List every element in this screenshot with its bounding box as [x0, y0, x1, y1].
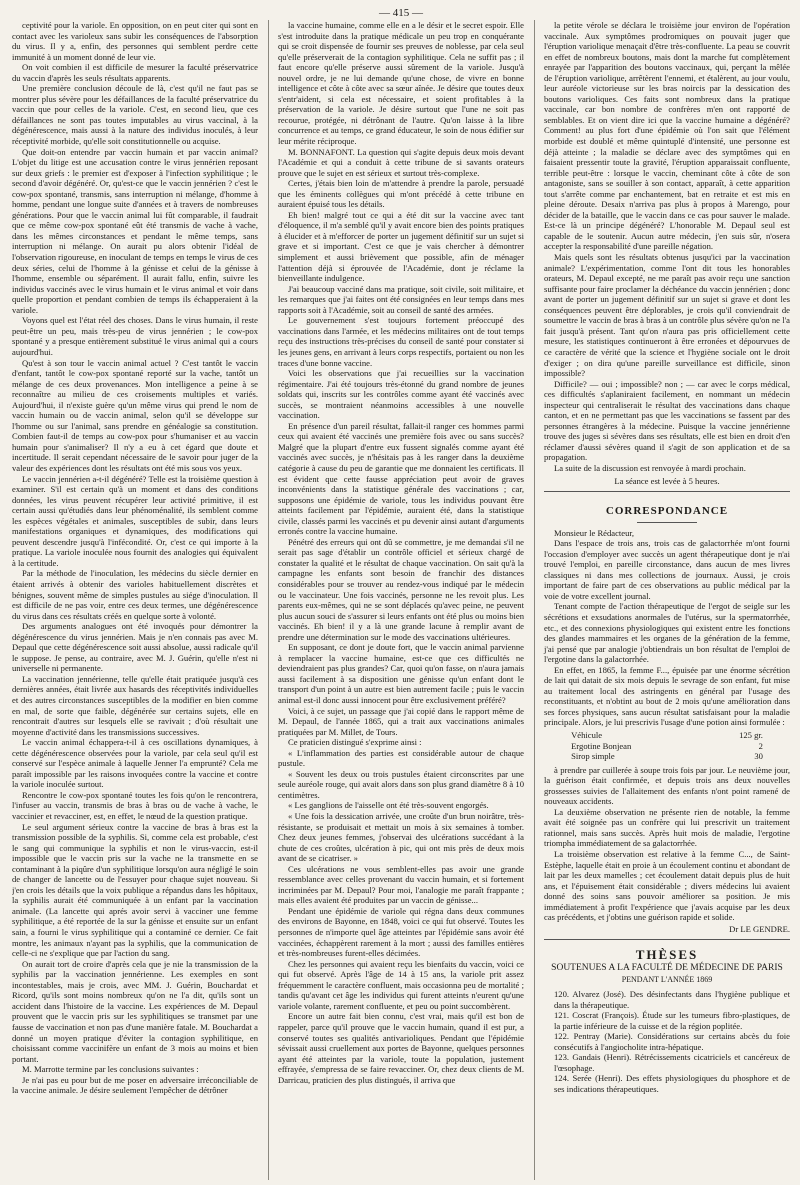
thesis-entry: 124. Serée (Henri). Des effets physiologiques du phosphore et de ses indications thérapeutiques. — [554, 1073, 790, 1094]
paragraph: Une première conclusion découle de là, c'est qu'il ne faut pas se montrer plus sévère pour les défaillances de la faculté préservatrice du vaccin que pour celles de la variole. C'est, en second lieu, que ces défaillances ne sont pas toutes imputables au virus vaccinal, à la dégénérescence, mais aussi à la nature des individus inoculés, à leur réceptivité morbide, qu'elle soit constitutionnelle ou acquise. — [12, 83, 258, 147]
thesis-entry: 120. Alvarez (José). Des désinfectants dans l'hygiène publique et dans la thérapeutique. — [554, 989, 790, 1010]
columns — [12, 20, 790, 1180]
paragraph: En supposant, ce dont je doute fort, que le vaccin animal parvienne à remplacer la vaccine humaine, est-ce que ces difficultés ne deviendraient pas plus grandes? Car, quoi qu'on fasse, on n'aura jamais aussi facilement à sa disposition une génisse qu'un enfant dont le transport d'un point à un autre est bien autrement facile ; puis le vaccin animal est-il donc aussi innocent pour être exclusivement préféré? — [278, 642, 524, 705]
session-note: La séance est levée à 5 heures. — [614, 475, 720, 486]
correspondance-body-continued — [544, 765, 790, 923]
paragraph: Dans l'espace de trois ans, trois cas de galactorrhée m'ont fourni l'occasion d'employer avec succès un agent thérapeutique dont je n'ai trouvé l'emploi, en pareille circonstance, dans aucun de mes livres classiques ni dans mes collections de journaux. Aussi, je crois important de faire part de ces observations au public médical par la voie de votre excellent journal. — [544, 538, 790, 601]
theses-heading: THÈSES — [635, 947, 699, 963]
paragraph: Pénétré des erreurs qui ont dû se commettre, je me demandai s'il ne serait pas sage d'établir un contrôle officiel et sérieux chargé de constater la qualité et le résultat de chaque vaccination. On sait qu'à la campagne les enfants sont besoin de franchir des distances considérables pour se trouver au rendez-vous indiqué par le médecin ou le vaccinateur. Une fois vaccinés, personne ne les revoit plus. Les parents eux-mêmes, qui ne se sont déplacés qu'avec peine, ne peuvent plus aucun souci de s'assurer si leurs enfants ont été plus ou moins bien vaccinés. Eh bien! il y a là une grande lacune à remplir avant de prendre une détermination sur le mode des vaccinations ultérieures. — [278, 536, 524, 642]
paragraph: Eh bien! malgré tout ce qui a été dit sur la vaccine avec tant d'éloquence, il m'a semblé qu'il y avait encore bien des points pratiques à élucider et à m'efforcer de porter un jugement définitif sur un sujet si grave et si important. C'est ce que je vais chercher à démontrer simplement et aussi brièvement que possible, afin de ménager l'attention déjà si éprouvée de l'Académie, dont je réclame la bienveillante indulgence. — [278, 209, 524, 284]
paragraph: la vaccine humaine, comme elle en a le désir et le secret espoir. Elle s'est introduite dans la pratique médicale un peu trop en conquérante qui se croit dispensée de fournir ses preuves de noblesse, par cela seul qu'elle préserverait de la contagion syphilitique. Cela ne suffit pas ; il faut encore qu'elle préserve aussi sûrement de la variole. Jusqu'à nouvel ordre, je ne lui demande qu'une chose, de vivre en bonne intelligence et côte à côte avec sa sœur aînée. Je désire que toutes deux s'entr'aident, si cela est nécessaire, et soient profitables à la préservation de la variole. Je désire surtout que l'une ne soit pas recourue, protégée, ni détrônant de l'autre. Qu'on laisse à la libre concurrence et au temps, ce grand éducateur, le soin de nous édifier sur leur mérite réciproque. — [278, 20, 524, 147]
paragraph: M. BONNAFONT. La question qui s'agite depuis deux mois devant l'Académie et qui a conduit à cette tribune de si savants orateurs prouve que le sujet en est sérieux et surtout très-complexe. — [278, 146, 524, 178]
paragraph: Tenant compte de l'action thérapeutique de l'ergot de seigle sur les sécrétions et exsudations anormales de l'utérus, sur la spermatorrhée, etc., et des connexions physiologiques qui existent entre les fonctions des glandes mammaires et les organes de la génération de la femme, j'ai pensé que par analogie j'obtiendrais un bon résultat de l'emploi de l'ergotine dans la galactorrhée. — [544, 601, 790, 665]
paragraph: M. Marrotte termine par les conclusions suivantes : — [22, 1064, 199, 1075]
paragraph: On voit combien il est difficile de mesurer la faculté préservatrice du vaccin d'après les seuls résultats apparents. — [12, 62, 258, 83]
right-column — [534, 20, 790, 1180]
correspondance-heading: CORRESPONDANCE — [605, 505, 729, 518]
theses-list — [544, 989, 790, 1094]
paragraph: la petite vérole se déclara le troisième jour environ de l'opération vaccinale. Aux symptômes prodromiques on pouvait juger que l'éruption variolique menaçait d'être très-confluente. La peau se couvrit en effet de nombreux boutons, mais dont la marche fut complètement enrayée par l'apparition des boutons vaccinaux, qui, perçant la mêlée de l'éruption variolique, arrêtèrent l'ennemi, et étalèrent, au jour voulu, leur auréole victorieuse sur les bras noircis par la dessication des boutons varioliques. Ces faits sont nombreux dans la pratique vaccinale, car bon nombre de confrères m'en ont rapporté de semblables. Et on vient dire ici que la vaccine humaine a dégénéré? Comment! au plus fort d'une épidémie où l'on sait que l'élément morbide est doublé et même quintuplé d'intensité, une personne est déjà atteinte ; la maladie se déclare avec des symptômes qui en faisaient pressentir toute la gravité, l'éruption apparaissait confluente, terrible peut-être : lorsque le vaccin, cheminant côte à côte de son antagoniste, sans se souiller à son contact, apparaît, à cette apparition tout s'arrête comme par enchantement, bat en retraite et est mis en pleine déroute. Desaix n'arriva pas plus à propos à Marengo, pour décider de la bataille, que le vaccin dans ce cas pour sauver le malade. Est-ce là un principe dégénéré? L'honorable M. Depaul seul est capable de le soutenir. Aucun autre médecin, j'en suis sûr, n'osera accepter la responsabilité d'une pareille négation. — [544, 20, 790, 252]
thesis-entry: 123. Gandais (Henri). Rétrécissements cicatriciels et cancéreux de l'œsophage. — [554, 1052, 790, 1073]
paragraph: Encore un autre fait bien connu, c'est vrai, mais qu'il est bon de rappeler, parce qu'il prouve que le vaccin humain, quand il est pur, a conservé toutes ses qualités antivarioliques. Pendant que l'épidémie sévissait aussi cruellement aux portes de Bayonne, quelques personnes ayant été atteintes par la variole, toute la population, justement effrayée, s'empressa de se faire revacciner. Or, chez deux clients de M. Darricau, praticien des plus distingués, il arriva que — [278, 1011, 524, 1085]
paragraph: Ce praticien distingué s'exprime ainsi : — [288, 737, 422, 748]
paragraph: Voici les observations que j'ai recueillies sur la vaccination régimentaire. J'ai été toujours très-étonné du grand nombre de jeunes soldats qui, inscrits sur les contrôles comme ayant été vaccinés avec succès, se montraient néanmoins accessibles à une nouvelle vaccination. — [278, 368, 524, 421]
paragraph: Ces ulcérations ne vous semblent-elles pas avoir une grande ressemblance avec celles provenant du vaccin humain, et si fortement incriminées par M. Depaul? Pour moi, l'analogie me paraît frappante ; mais elles avaient été produites par un vaccin de génisse... — [278, 863, 524, 906]
prescription-dose: 2 — [758, 740, 763, 751]
prescription-row — [571, 741, 763, 752]
paragraph: à prendre par cuillerée à soupe trois fois par jour. Le neuvième jour, la guérison était confirmée, et depuis trois ans deux nouvelles grossesses suivies de l'allaitement des enfants n'ont point ramené de nouveaux accidents. — [544, 764, 790, 807]
thesis-entry: 121. Coscrat (François). Étude sur les tumeurs fibro-plastiques, de la partie inférieure de la cuisse et de la région poplitée. — [554, 1010, 790, 1031]
paragraph: Des arguments analogues ont été invoqués pour démontrer la dégénérescence du virus jennérien. Mais je n'en connais pas avec M. Depaul que cette dégénérescence soit aussi absolue, aussi radicale qu'il le suppose. Je pense, au contraire, avec M. J. Guérin, qu'elle n'est ni universelle ni permanente. — [12, 621, 258, 674]
paragraph: Le seul argument sérieux contre la vaccine de bras à bras est la transmission possible de la syphilis. Si, comme cela est probable, c'est le sang qui communique la syphilis et non le virus-vaccin, est-il impossible que le vaccin pris sur la vache ne la transmette en se contaminant à la piqûre d'un syphilitique lorsqu'on aura négligé le soin de changer de lancette ou de l'essuyer pour chaque sujet nouveau. Si j'en crois les détails que la voix publique a répandus dans les hôpitaux, la syphilis aurait été communiquée à un enfant par la vaccination animale. (La lancette qui aprés avoir servi à vacciner une femme syphilitique, a été reportée de la sur la génisse et ensuite sur un enfant sain, a fourni le virus syphilitique qui a contaminé ce dernier. Ce fait montre, les animaux n'ayant pas la syphilis, que la communication de celle-ci ne s'explique que par l'action du sang. — [12, 821, 258, 959]
paragraph: En effet, en 1865, la femme F..., épuisée par une énorme sécrétion de lait qui datait de six mois depuis le sevrage de son enfant, fut mise au traitement local des astringents en général par l'usage des reconstituants, et n'obtint au bout de 2 mois qu'une amélioration dans ses forces physiques, sans aucun résultat satisfaisant pour la maladie principale. Alors, je lui prescrivis l'usage d'une potion ainsi formulée : — [544, 664, 790, 728]
paragraph: En présence d'un pareil résultat, fallait-il ranger ces hommes parmi ceux qui avaient été vaccinés une première fois avec ou sans succès? Malgré que la plupart d'entre eux fussent signalés comme ayant été vaccinés avec succès, je n'hésitais pas à les ranger dans la deuxième catégorie à cause du peu de garantie que me donnaient les certificats. Il est évident que cette fausse appréciation peut avoir de graves inconvénients dans la statistique générale des vaccinations ; car, supposons une épidémie de variole, tous les individus pouvant être atteints facilement par l'épidémie, auraient été, dans la statistique civile, classés parmi les vaccinés et pu devenir ainsi autant d'arguments erronés contre la vaccine humaine. — [278, 420, 524, 537]
page-number: — 415 — — [379, 7, 423, 19]
discussion-continuation — [544, 20, 790, 474]
paragraph: Voyons quel est l'état réel des choses. Dans le virus humain, il reste peut-être un peu, mais très-peu de virus jennérien ; le cow-pox spontané y a presque entièrement substitué le virus animal qui a cours aujourd'hui. — [12, 315, 258, 357]
paragraph: Mais quels sont les résultats obtenus jusqu'ici par la vaccination animale? L'expérimentation, comme l'ont dit tous les honorables orateurs, M. Depaul excepté, ne me paraît pas avoir reçu une sanction suffisante pour faire proclamer la déchéance du vaccin jennérien ; donc avant de porter un jugement définitif sur un sujet si grave et dont les conséquences peuvent être déplorables, je crois qu'il conviendrait de soumettre le vaccin de bras à bras à un contrôle plus sévère qu'on ne l'a fait jusqu'à présent. Tant qu'on n'aura pas pris officiellement cette mesure, les statistiques continueront à être erronées et dépourvues de ce caractère de vérité que la science et l'hygiène sociale ont le droit d'exiger ; on dira qu'une pareille surveillance est difficile, sinon impossible? — [544, 252, 790, 379]
divider — [544, 939, 790, 940]
prescription-dose: 30 — [754, 751, 763, 762]
theses-subheading: SOUTENUES A LA FACULTÉ DE MÉDECINE DE PARIS — [551, 962, 783, 973]
paragraph: La troisième observation est relative à la femme C..., de Saint-Estèphe, laquelle était en proie à un écoulement continu et abondant de lait par les deux mamelles ; cet écoulement datait depuis plus de huit ans, et l'épuisement était considérable ; divers médecins lui avaient donné des soins sans pouvoir améliorer sa position. Je mis immédiatement à profit l'expérience que j'avais acquise par les deux cas précédents, et j'obtins une guérison rapide et solide. — [544, 849, 790, 923]
paragraph: Le gouvernement s'est toujours fortement préoccupé des vaccinations dans l'armée, et les médecins militaires ont de tout temps reçu des instructions très-précises du conseil de santé pour constater si les jeunes gens, en arrivant à leurs corps respectifs, portaient ou non les traces d'une bonne vaccine. — [278, 315, 524, 368]
paragraph: ceptivité pour la variole. En opposition, on en peut citer qui sont en contact avec les varioleux sans subir les conséquences de l'absorption du virus. Il y a, enfin, des personnes qui semblent perdre cette immunité à un moment donné de leur vie. — [12, 20, 258, 62]
prescription-item: Sirop simple — [571, 751, 615, 762]
paragraph: Chez les personnes qui avaient reçu les bienfaits du vaccin, voici ce qui fut observé. Après l'âge de 14 à 15 ans, la variole prit assez fréquemment le caractère confluent, mais occasionna peu de mortalité ; tandis qu'avant cet âge les individus qui furent atteints n'eurent qu'une variole volante, rarement confluente, et peu ou point succombèrent. — [278, 958, 524, 1011]
prescription-item: Véhicule — [571, 730, 603, 740]
paragraph: Certes, j'étais bien loin de m'attendre à prendre la parole, persuadé que les éminents collègues qui m'ont précédé à cette tribune en auraient épuisé tous les détails. — [278, 178, 524, 210]
prescription-row — [571, 730, 763, 741]
divider — [544, 491, 790, 492]
paragraph: « L'inflammation des parties est considérable autour de chaque pustule. — [278, 747, 524, 769]
paragraph: Pendant une épidémie de variole qui régna dans deux communes des environs de Bayonne, en 1848, voici ce qui fut observé. Toutes les personnes de n'importe quel âge atteintes par l'épidémie sans avoir été vaccinées, échappèrent rarement à la mort ; aussi des familles entières et très-nombreuses furent-elles décimées. — [278, 905, 524, 959]
correspondance-body — [544, 538, 790, 728]
paragraph: « Une fois la dessication arrivée, une croûte d'un brun noirâtre, très-résistante, se produisait et mettait un mois à six semaines à tomber. Chez deux jeunes femmes, j'observai des ulcérations succédant à la chute de ces croûtes, ulcération à pic, qui ont mis près de deux mois avant de se cicatriser. » — [278, 811, 524, 864]
paragraph: J'ai beaucoup vacciné dans ma pratique, soit civile, soit militaire, et les remarques que j'ai faites ont été consignées en leur temps dans mes rapports soit à l'Académie, soit au conseil de santé des armées. — [278, 283, 524, 315]
paragraph: Rencontre le cow-pox spontané toutes les fois qu'on le rencontrera, l'infuser au vaccin, transmis de bras à bras ou de vache à vache, le vaccinier et revacciner, est, en effet, le nœud de la question pratique. — [12, 789, 258, 822]
paragraph: Voici, à ce sujet, un passage que j'ai copié dans le rapport même de M. Depaul, de l'année 1865, qui a trait aux vaccinations animales pratiquées par M. Millet, de Tours. — [278, 705, 524, 737]
prescription-dose: 125 gr. — [739, 730, 763, 740]
left-column — [12, 20, 258, 1180]
paragraph: Le vaccin animal échappera-t-il à ces oscillations dynamiques, à cette dégénérescence observées pour la variole, par cela seul qu'il est conservé sur l'espèce animale à laquelle Jenner l'a emprunté? Cela me paraît impossible par les raisons invoquées contre la vaccine et contre la variole inoculée surtout. — [12, 737, 258, 790]
theses-period: PENDANT L'ANNÉE 1869 — [621, 975, 713, 985]
paragraph: La suite de la discussion est renvoyée à mardi prochain. — [554, 462, 746, 473]
paragraph: La vaccination jennérienne, telle qu'elle était pratiquée jusqu'à ces dernières années, était livrée aux hasards des réceptivités individuelles et des autres circonstances susceptibles de la modifier en bien comme en mal, de sorte que faible, dégénérée sur certains sujets, elle en rencontrait d'autres sur lesquels elle se ravivait ; d'où résultait une moyenne d'activité dans les transmissions successives. — [12, 673, 258, 737]
middle-column — [268, 20, 524, 1180]
paragraph: Je n'ai pas eu pour but de me poser en adversaire irréconciliable de la vaccine animale. Je désire seulement l'empêcher de détrôner — [12, 1074, 258, 1096]
paragraph: « Souvent les deux ou trois pustules étaient circonscrites par une seule auréole rouge, qui avait alors dans son plus grand diamètre 8 à 10 centimètres. — [278, 768, 524, 800]
prescription-row — [571, 751, 763, 762]
paragraph: On aurait tort de croire d'après cela que je nie la transmission de la syphilis par la vaccination jennérienne. Les exemples en sont incontestables, mais je crois, avec MM. J. Guérin, Bouchardat et Ricord, qu'ils sont moins nombreux qu'on ne l'a dit, qu'ils sont un accident dans l'histoire de la vaccine. Les expériences de M. Depaul prouvent que le vaccin pris sur les syphilitiques se transmet par une fausse de vaccination et non pas d'une manière fatale. M. Bouchardat a donné un moyen pratique d'éviter la contagion syphilitique, en choisissant comme vaccinifère un enfant de 3 mois au moins et bien portant. — [12, 958, 258, 1064]
paragraph: Par la méthode de l'inoculation, les médecins du siècle dernier en étaient arrivés à obtenir des varioles habituellement discrètes et bénignes, souvent même de simples pustules au siége d'inoculation. Il est difficile de ne pas voir, entre ces deux termes, une dégénérescence du virus dans ces résultats créés en quelque sorte à volonté. — [12, 568, 258, 621]
prescription — [571, 730, 763, 762]
paragraph: Que doit-on entendre par vaccin humain et par vaccin animal? L'objet du litige est une accusation contre le virus jennérien reposant sur deux griefs : le premier est d'exposer à l'infection syphilitique ; le second d'avoir dégénéré. Or, qu'est-ce que le vaccin jennérien ? c'est le cow-pox spontané, transmis, sans interruption ni mélange, d'homme à homme, pendant une longue suite d'années et à travers de nombreuses générations. Pour que le vaccin animal lui fût comparable, il faudrait que ce même cow-pox spontané eût été transmis de vache à vache, dans les mêmes circonstances et pendant le même temps, sans interruption ni mélange. On aurait pu alors obtenir l'idéal de l'observation rigoureuse, en inoculant de temps en temps le virus de ces deux séries, celui de l'homme à la génisse et celui de la génisse à l'homme, ensemble ou séparément. Il aurait fallu, enfin, suivre les individus vaccinés avec le virus humain et le virus animal et voir dans quelle proportion et pendant combien de temps ils échapperaient à la variole. — [12, 146, 258, 315]
prescription-item: Ergotine Bonjean — [571, 740, 632, 751]
signature: Dr LE GENDRE. — [729, 923, 790, 934]
salutation: Monsieur le Rédacteur, — [554, 527, 635, 538]
paragraph: « Les ganglions de l'aisselle ont été très-souvent engorgés. — [288, 800, 489, 811]
paragraph: Qu'est à son tour le vaccin animal actuel ? C'est tantôt le vaccin d'enfant, tantôt le cow-pox spontané reporté sur la vache, tantôt un mélange de ces deux provenances. Mon intelligence a peine à se reconnaître au milieu de ces croisements multiples et variés. Aujourd'hui, il n'existe guère qu'un même virus qui prend le nom de vaccin humain ou de vaccin animal, selon qu'il se développe sur l'homme ou sur l'animal, sans prendre en généalogie sa constitution. Combien faut-il de temps au cow-pox pour s'humaniser et au vaccin humain pour s'animaliser? Il n'y a eu à cet égard que doute et incertitude. Il serait cependant nécessaire de le savoir pour juger de la valeur des expériences dont les résultats ont été mis sous vos yeux. — [12, 357, 258, 473]
paragraph: Difficile? — oui ; impossible? non ; — car avec le corps médical, ces difficultés s'aplaniraient facilement, en nommant un médecin inspecteur qui centraliserait le résultat des vaccinations dans chaque canton, et en ne permettant pas que les vaccinations se fassent par des personnes étrangères à la médecine. Puisque la vaccine jennérienne trouve des juges si sévères dans ses résultats, elle est bien en droit d'en réclamer d'aussi sévères quand il s'agit de son application et de sa propagation. — [544, 378, 790, 463]
divider — [637, 522, 697, 523]
thesis-entry: 122. Pentray (Marie). Considérations sur certains abcès du foie consécutifs à l'angiocholite intra-hépatique. — [554, 1031, 790, 1052]
paragraph: Le vaccin jennérien a-t-il dégénéré? Telle est la troisième question à examiner. S'il est certain qu'à un moment et dans des conditions données, les virus peuvent récupérer leur activité primitive, il est certain aussi qu'étudiés dans leur phénoménalité, ils semblent comme les espèces végétales et animales, susceptibles de subir, dans leurs manifestations organiques et dynamiques, des modifications qui peuvent descendre jusqu'à l'infécondité. Or, c'est ce qui importe à la pratique. La variole inoculée nous fournit des analogies qui équivalent à la certitude. — [12, 473, 258, 568]
paragraph: La deuxième observation ne présente rien de notable, la femme avait été soignée pas un confrère qui lui prescrivit un traitement rationnel, mais sans succès. Après huit mois de maladie, l'ergotine triompha immédiatement de sa galactorrhée. — [544, 806, 790, 849]
